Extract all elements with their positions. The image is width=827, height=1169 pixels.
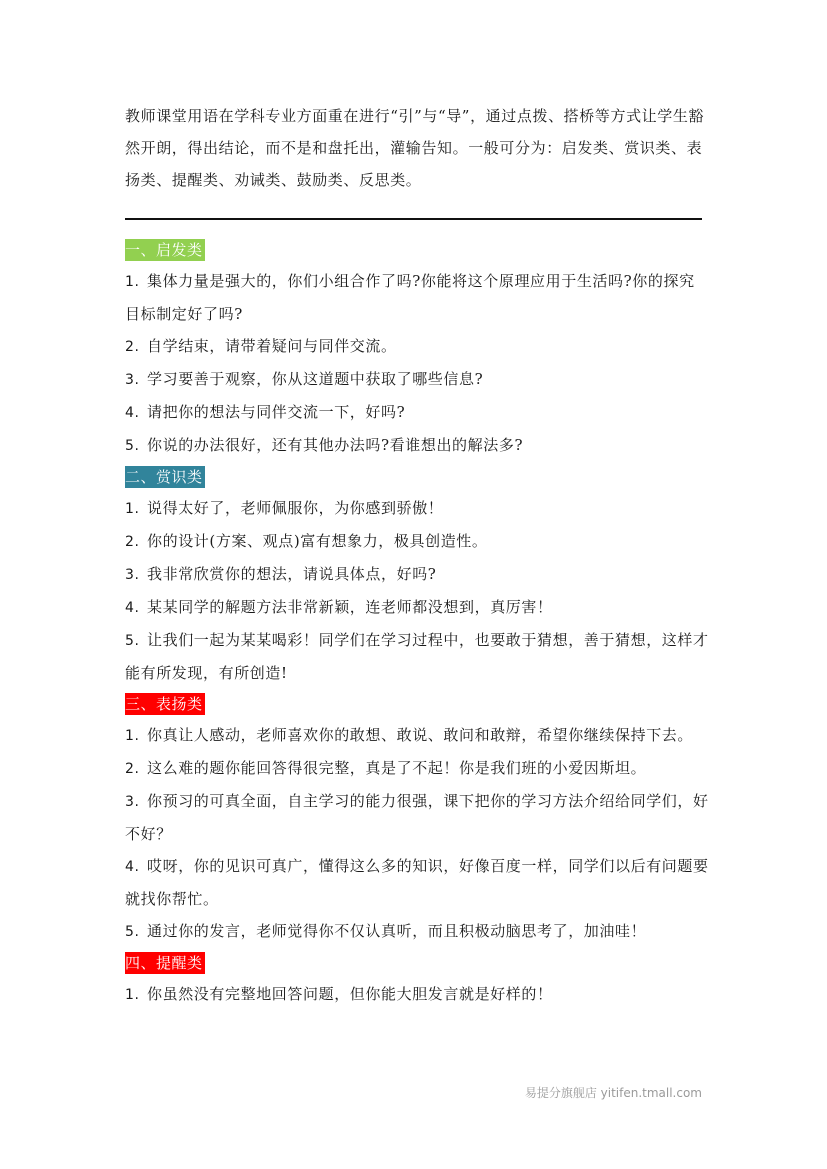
item-text: 你预习的可真全面，自主学习的能力很强，课下把你的学习方法介绍给同学们，好不好？ [125, 792, 709, 843]
item-number: 4. [125, 859, 140, 875]
list-item [125, 330, 710, 363]
item-text: 通过你的发言，老师觉得你不仅认真听，而且积极动脑思考了，加油哇！ [147, 922, 647, 940]
list-item [125, 429, 710, 462]
list-item [125, 396, 710, 429]
section-heading: 三、表扬类 [125, 695, 203, 713]
item-number: 5. [125, 438, 140, 454]
section-heading: 二、赏识类 [125, 468, 203, 486]
list-item [125, 752, 710, 785]
item-text: 集体力量是强大的，你们小组合作了吗?你能将这个原理应用于生活吗?你的探究目标制定好了吗? [125, 272, 695, 323]
item-number: 2. [125, 761, 140, 777]
section-heading-row [125, 948, 710, 978]
item-text: 你虽然没有完整地回答问题，但你能大胆发言就是好样的！ [147, 985, 553, 1003]
section [125, 462, 710, 689]
section [125, 948, 710, 1011]
section-heading-row [125, 462, 710, 492]
list-item [125, 719, 710, 752]
item-number: 2. [125, 339, 140, 355]
item-text: 哎呀，你的见识可真广，懂得这么多的知识，好像百度一样，同学们以后有问题要就找你帮忙。 [125, 857, 709, 908]
list-item [125, 558, 710, 591]
section-heading-row [125, 235, 710, 265]
list-item [125, 525, 710, 558]
item-text: 这么难的题你能回答得很完整，真是了不起！你是我们班的小爱因斯坦。 [147, 759, 647, 777]
section-heading-row [125, 689, 710, 719]
list-item [125, 978, 710, 1011]
item-text: 说得太好了，老师佩服你，为你感到骄傲！ [147, 499, 444, 517]
list-item [125, 850, 710, 915]
item-text: 某某同学的解题方法非常新颖，连老师都没想到，真厉害！ [147, 598, 553, 616]
list-item [125, 363, 710, 396]
item-text: 让我们一起为某某喝彩！同学们在学习过程中，也要敢于猜想，善于猜想，这样才能有所发现，有所创造! [125, 631, 709, 682]
item-text: 我非常欣赏你的想法，请说具体点，好吗? [147, 565, 437, 583]
item-number: 1. [125, 728, 140, 744]
item-number: 4. [125, 600, 140, 616]
section [125, 235, 710, 462]
item-text: 请把你的想法与同伴交流一下，好吗? [147, 403, 406, 421]
section-heading: 四、提醒类 [125, 954, 203, 972]
item-text: 你的设计(方案、观点)富有想象力，极具创造性。 [147, 532, 488, 550]
intro-paragraph: 教师课堂用语在学科专业方面重在进行“引”与“导”，通过点拨、搭桥等方式让学生豁然开朗，得出结论，而不是和盘托出，灌输告知。一般可分为：启发类、赏识类、表扬类、提醒类、劝诫类、鼓励类、反思类。 [125, 107, 705, 189]
item-text: 你真让人感动，老师喜欢你的敢想、敢说、敢问和敢辩，希望你继续保持下去。 [147, 726, 694, 744]
section [125, 689, 710, 948]
section-heading: 一、启发类 [125, 241, 203, 259]
divider-rule [125, 218, 702, 220]
list-item [125, 785, 710, 850]
footer-watermark: 易提分旗舰店 yitifen.tmall.com [524, 1086, 702, 1100]
item-number: 3. [125, 372, 140, 388]
item-number: 3. [125, 794, 140, 810]
item-text: 自学结束，请带着疑问与同伴交流。 [147, 337, 397, 355]
item-number: 4. [125, 405, 140, 421]
list-item [125, 915, 710, 948]
list-item [125, 624, 710, 689]
list-item [125, 265, 710, 330]
item-number: 1. [125, 274, 140, 290]
list-item [125, 492, 710, 525]
item-number: 1. [125, 987, 140, 1003]
item-number: 1. [125, 501, 140, 517]
item-number: 5. [125, 924, 140, 940]
item-number: 5. [125, 633, 140, 649]
item-number: 3. [125, 567, 140, 583]
list-item [125, 591, 710, 624]
sections-container [125, 235, 710, 1011]
item-text: 学习要善于观察，你从这道题中获取了哪些信息? [147, 370, 484, 388]
item-number: 2. [125, 534, 140, 550]
item-text: 你说的办法很好，还有其他办法吗?看谁想出的解法多? [147, 436, 524, 454]
